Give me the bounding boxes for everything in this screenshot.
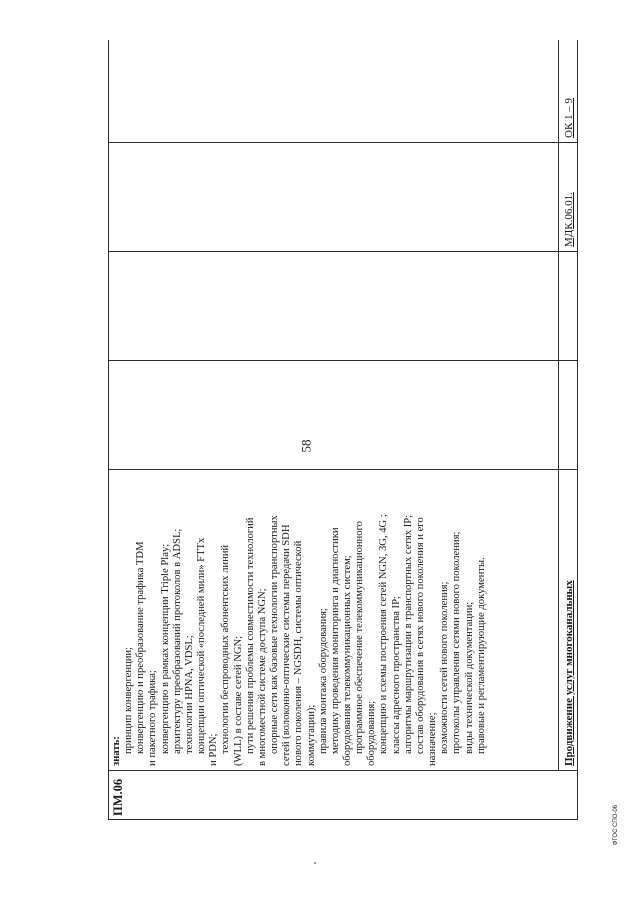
mdk-code-cell	[559, 143, 578, 252]
hours-cell-2	[109, 252, 559, 361]
content-line: технологии HPNA, VDSL;	[183, 635, 195, 754]
content-line: технологии беспроводных абонентских линий	[220, 544, 232, 754]
content-line: правовые и регламентирующие документы.	[475, 557, 487, 754]
content-line: конвергенцию в рамках концепции Triple Play;	[159, 543, 171, 754]
module-code-cell	[109, 771, 578, 820]
content-line: пути решения проблемы совместимости технологий	[244, 517, 256, 754]
content-line: назначение;	[427, 712, 439, 766]
mdk-code: МДК.06.01.	[563, 192, 575, 247]
module-table	[108, 40, 578, 820]
content-line: и PDN;	[208, 733, 220, 766]
content-line: состав оборудования в сетях нового поколения и его	[414, 517, 426, 754]
content-line: конвергенцию и преобразование трафика TDM	[135, 541, 147, 754]
scan-speck	[314, 862, 316, 864]
content-line: концепцию и схемы построения сетей NGN, 3G, 4G ;	[378, 514, 390, 754]
blank-cell	[559, 252, 578, 361]
content-line: оборудования телекоммуникационных систем;	[341, 555, 353, 766]
table-row	[559, 40, 578, 820]
content-line: виды технической документации;	[463, 601, 475, 754]
content-line: знать:	[111, 736, 122, 766]
competences-code-cell	[559, 40, 578, 143]
module-content	[109, 470, 488, 770]
content-line: опорные сети как базовые технологии транспортных	[269, 515, 281, 754]
content-line: концепции оптической «последней мили» FTTx	[196, 537, 208, 754]
page-number: 58	[298, 439, 314, 453]
content-line: методику проведения мониторинга и диагностики	[329, 527, 341, 754]
content-line: оборудования;	[366, 700, 378, 766]
content-line: программное обеспечение телекоммуникационного	[354, 521, 366, 754]
competences-cell	[109, 40, 559, 143]
content-line: правила монтажа оборудования;	[317, 608, 329, 754]
hours-cell	[109, 361, 559, 470]
rotated-table-container	[108, 40, 578, 820]
content-line: принцип конвергенции;	[123, 646, 135, 754]
content-line: классы адресного пространства IP;	[390, 596, 402, 754]
module-content-cell	[109, 470, 559, 771]
content-line: и пакетного трафика;	[147, 670, 159, 766]
module-heading: Продвижение услуг многоканальных	[563, 580, 575, 766]
content-line: алгоритмы маршрутизации в транспортных сетях IP;	[402, 514, 414, 754]
content-line: сетей (волоконно-оптические системы передачи SDH	[281, 524, 293, 766]
table-row	[109, 40, 559, 820]
content-line: протоколы управления сетями нового поколения;	[451, 531, 463, 754]
competences-code: ОК 1 – 9	[563, 97, 575, 138]
content-line: (WLL) в составе сетей NGN;	[232, 635, 244, 766]
content-line: архитектуру преобразований протоколов в ADSL;	[171, 528, 183, 754]
footer-code: ФГОС СПО-06	[613, 804, 620, 846]
content-line: коммутации);	[305, 704, 317, 766]
mdk-cell	[109, 143, 559, 252]
content-line: в многоместной системе доступа NGN;	[256, 588, 268, 766]
content-line: нового поколения – NGSDH, системы оптической	[293, 540, 305, 766]
rotated-table	[108, 40, 578, 820]
content-line: возможности сетей нового поколения;	[439, 581, 451, 754]
module-heading-cell	[559, 470, 578, 771]
blank-cell	[559, 361, 578, 470]
module-code: ПМ.06	[111, 778, 125, 816]
